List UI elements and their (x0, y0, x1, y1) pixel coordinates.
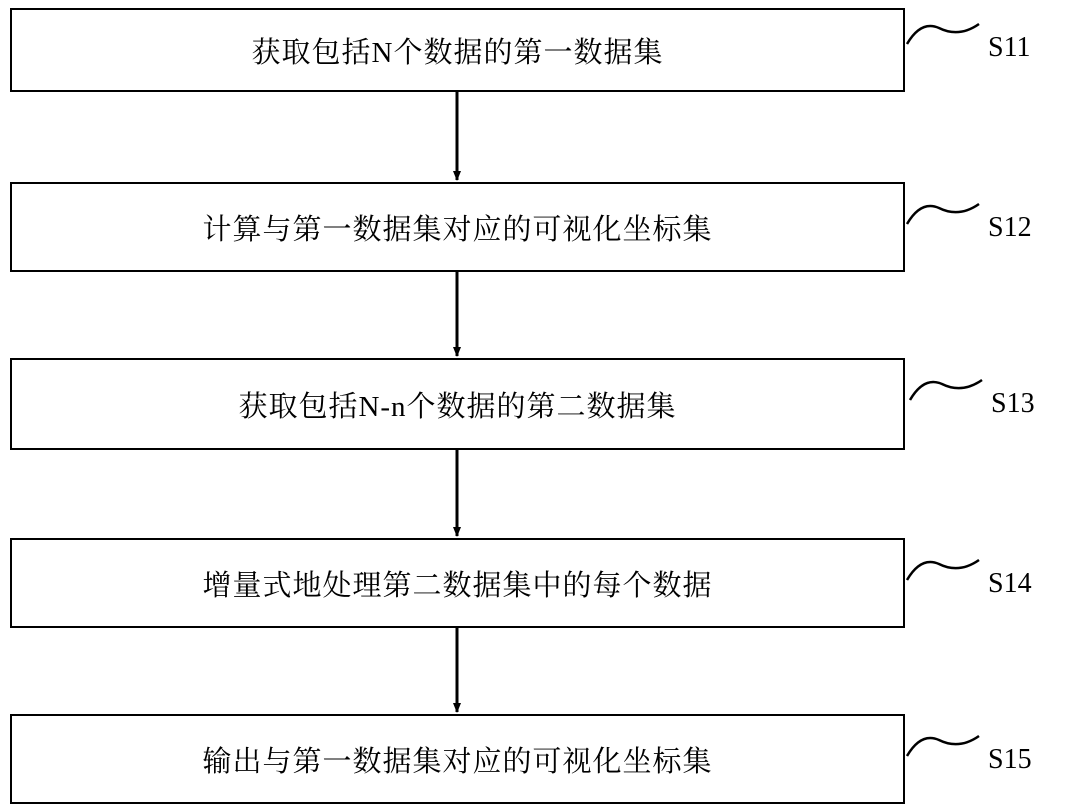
step-label-s15: 输出与第一数据集对应的可视化坐标集 (202, 745, 713, 778)
step-tag-s15: S15 (988, 744, 1032, 775)
step-label-s11: 获取包括N个数据的第一数据集 (251, 36, 664, 69)
step-box-s14[interactable] (10, 538, 905, 628)
step-box-s15[interactable] (10, 714, 905, 804)
step-label-s14: 增量式地处理第二数据集中的每个数据 (202, 569, 713, 602)
leader-line-s15 (905, 726, 985, 766)
step-tag-s12: S12 (988, 212, 1032, 243)
step-label-s12: 计算与第一数据集对应的可视化坐标集 (202, 213, 713, 246)
step-box-s12[interactable] (10, 182, 905, 272)
step-tag-s13: S13 (991, 388, 1035, 419)
step-box-s13[interactable] (10, 358, 905, 450)
leader-line-s12 (905, 194, 985, 234)
leader-line-s13 (908, 370, 988, 410)
leader-line-s14 (905, 550, 985, 590)
step-tag-s11: S11 (988, 32, 1031, 63)
step-tag-s14: S14 (988, 568, 1032, 599)
step-label-s13: 获取包括N-n个数据的第二数据集 (238, 390, 677, 423)
leader-line-s11 (905, 14, 985, 54)
step-box-s11[interactable] (10, 8, 905, 92)
